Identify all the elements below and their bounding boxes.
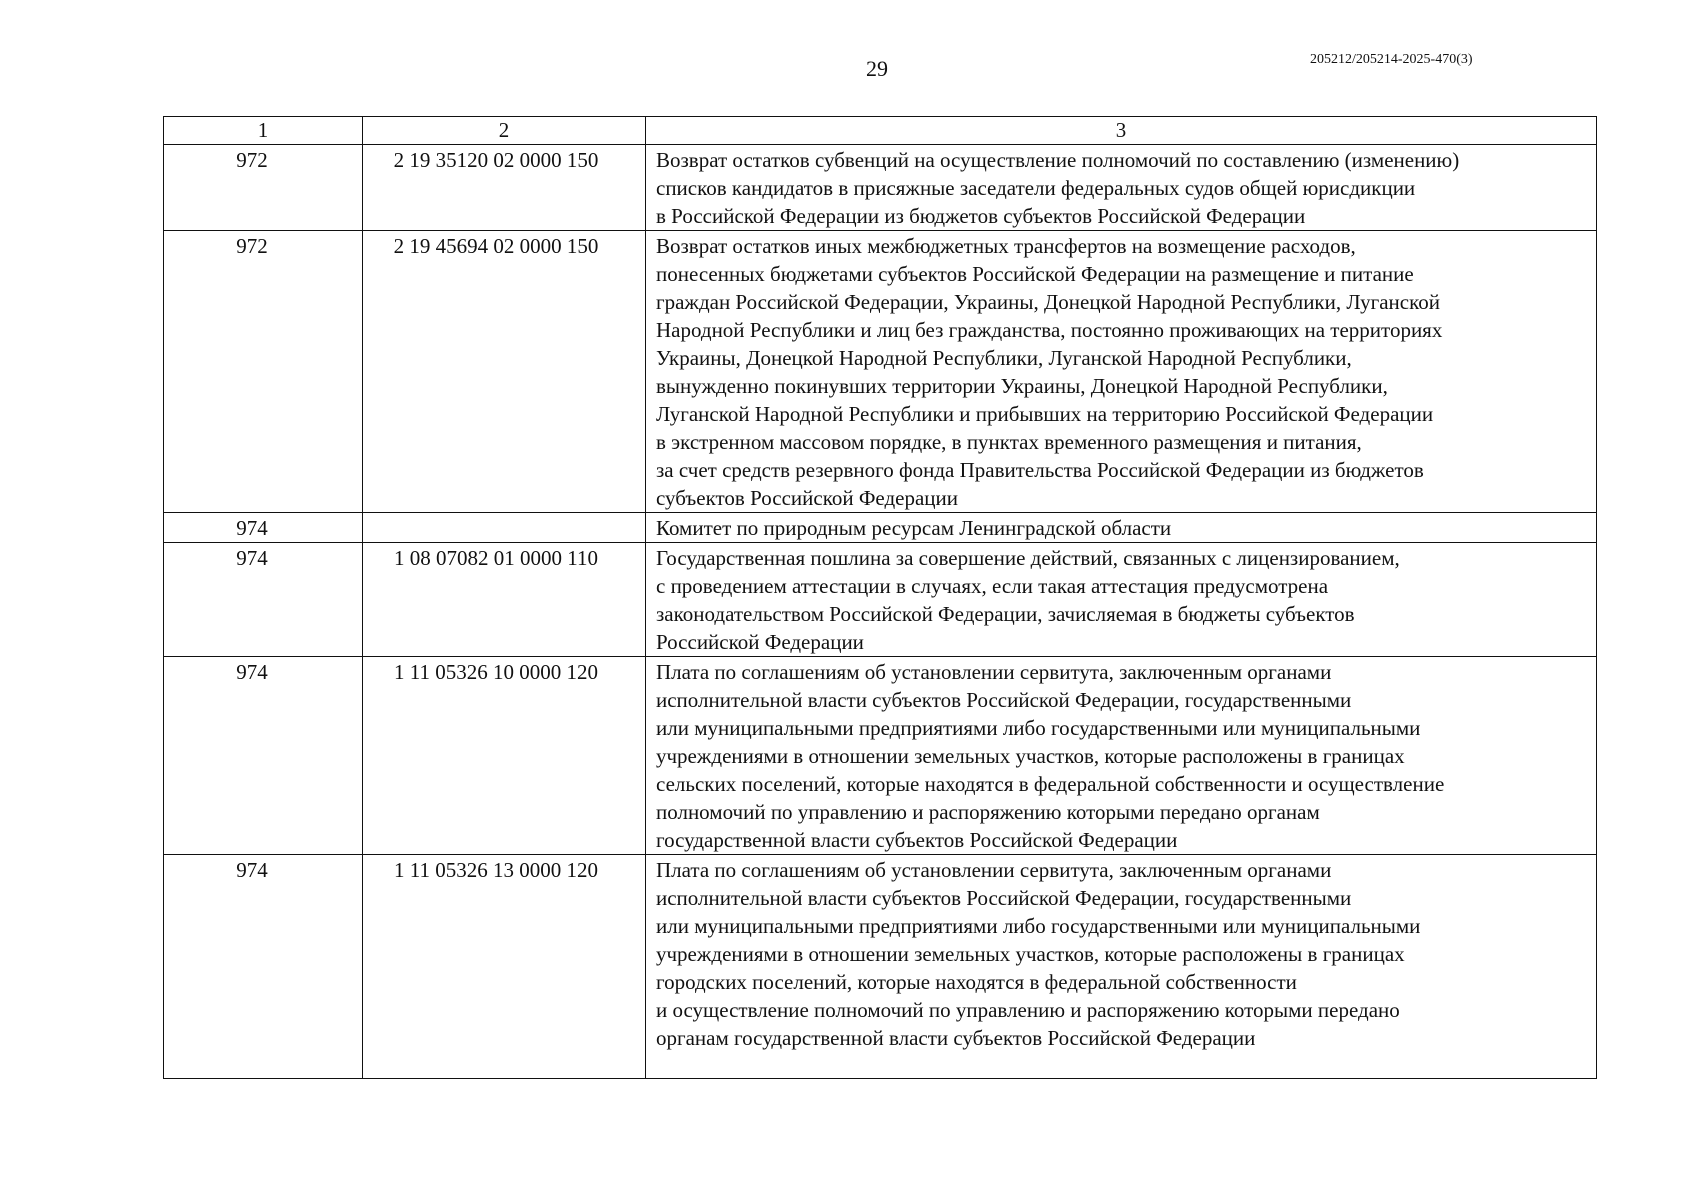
description-line: или муниципальными предприятиями либо государственными или муниципальными xyxy=(656,914,1421,938)
description-line: органам государственной власти субъектов Российской Федерации xyxy=(656,1026,1256,1050)
budget-classification-code-cell: 1 11 05326 13 0000 120 xyxy=(363,855,646,1079)
description-cell xyxy=(646,657,1597,855)
description-line: понесенных бюджетами субъектов Российской Федерации на размещение и питание xyxy=(656,262,1414,286)
admin-code-cell: 974 xyxy=(164,657,363,855)
description-line: в Российской Федерации из бюджетов субъектов Российской Федерации xyxy=(656,204,1306,228)
document-code: 205212/205214-2025-470(3) xyxy=(1310,52,1473,67)
description-line: Государственная пошлина за совершение действий, связанных с лицензированием, xyxy=(656,546,1400,570)
description-line: учреждениями в отношении земельных участков, которые расположены в границах xyxy=(656,744,1405,768)
column-header-2: 2 xyxy=(363,117,646,145)
budget-classification-code-cell xyxy=(363,513,646,543)
table-row xyxy=(164,145,1597,231)
description-line: законодательством Российской Федерации, зачисляемая в бюджеты субъектов xyxy=(656,602,1355,626)
description-line: Возврат остатков субвенций на осуществление полномочий по составлению (изменению) xyxy=(656,148,1460,172)
admin-code-cell: 972 xyxy=(164,145,363,231)
table-row xyxy=(164,231,1597,513)
table-row xyxy=(164,543,1597,657)
table-row xyxy=(164,657,1597,855)
description-cell xyxy=(646,855,1597,1079)
description-line: за счет средств резервного фонда Правительства Российской Федерации из бюджетов xyxy=(656,458,1424,482)
admin-code-cell: 974 xyxy=(164,513,363,543)
description-line: Народной Республики и лиц без гражданства, постоянно проживающих на территориях xyxy=(656,318,1443,342)
description-line: сельских поселений, которые находятся в федеральной собственности и осуществление xyxy=(656,772,1445,796)
admin-code-cell: 974 xyxy=(164,855,363,1079)
description-line: полномочий по управлению и распоряжению которыми передано органам xyxy=(656,800,1320,824)
table-body xyxy=(164,145,1597,1079)
admin-code-cell: 972 xyxy=(164,231,363,513)
budget-classification-code-cell: 1 08 07082 01 0000 110 xyxy=(363,543,646,657)
description-cell xyxy=(646,543,1597,657)
description-line: Возврат остатков иных межбюджетных трансфертов на возмещение расходов, xyxy=(656,234,1356,258)
budget-classification-code-cell: 1 11 05326 10 0000 120 xyxy=(363,657,646,855)
page-number: 29 xyxy=(866,56,888,81)
table-row xyxy=(164,855,1597,1079)
description-line: учреждениями в отношении земельных участков, которые расположены в границах xyxy=(656,942,1405,966)
description-cell xyxy=(646,513,1597,543)
description-line: Комитет по природным ресурсам Ленинградской области xyxy=(656,516,1172,540)
table-header-row xyxy=(164,117,1597,145)
description-line: или муниципальными предприятиями либо государственными или муниципальными xyxy=(656,716,1421,740)
description-line: исполнительной власти субъектов Российской Федерации, государственными xyxy=(656,688,1352,712)
description-line: городских поселений, которые находятся в федеральной собственности xyxy=(656,970,1297,994)
description-line: в экстренном массовом порядке, в пунктах временного размещения и питания, xyxy=(656,430,1362,454)
description-line: Плата по соглашениям об установлении сервитута, заключенным органами xyxy=(656,858,1332,882)
description-line: Украины, Донецкой Народной Республики, Луганской Народной Республики, xyxy=(656,346,1352,370)
description-line: вынужденно покинувших территории Украины, Донецкой Народной Республики, xyxy=(656,374,1388,398)
admin-code-cell: 974 xyxy=(164,543,363,657)
description-line: Плата по соглашениям об установлении сервитута, заключенным органами xyxy=(656,660,1332,684)
description-line: государственной власти субъектов Российской Федерации xyxy=(656,828,1178,852)
description-cell xyxy=(646,231,1597,513)
description-line: субъектов Российской Федерации xyxy=(656,486,959,510)
budget-classification-code-cell: 2 19 45694 02 0000 150 xyxy=(363,231,646,513)
description-line: списков кандидатов в присяжные заседатели федеральных судов общей юрисдикции xyxy=(656,176,1416,200)
description-line: исполнительной власти субъектов Российской Федерации, государственными xyxy=(656,886,1352,910)
column-header-3: 3 xyxy=(646,117,1597,145)
description-line: Луганской Народной Республики и прибывших на территорию Российской Федерации xyxy=(656,402,1434,426)
description-line: и осуществление полномочий по управлению и распоряжению которыми передано xyxy=(656,998,1400,1022)
description-cell xyxy=(646,145,1597,231)
budget-classification-code-cell: 2 19 35120 02 0000 150 xyxy=(363,145,646,231)
description-line: Российской Федерации xyxy=(656,630,864,654)
description-line: граждан Российской Федерации, Украины, Донецкой Народной Республики, Луганской xyxy=(656,290,1440,314)
revenue-codes-table xyxy=(163,116,1597,1079)
table-row xyxy=(164,513,1597,543)
description-line: с проведением аттестации в случаях, если такая аттестация предусмотрена xyxy=(656,574,1329,598)
column-header-1: 1 xyxy=(164,117,363,145)
